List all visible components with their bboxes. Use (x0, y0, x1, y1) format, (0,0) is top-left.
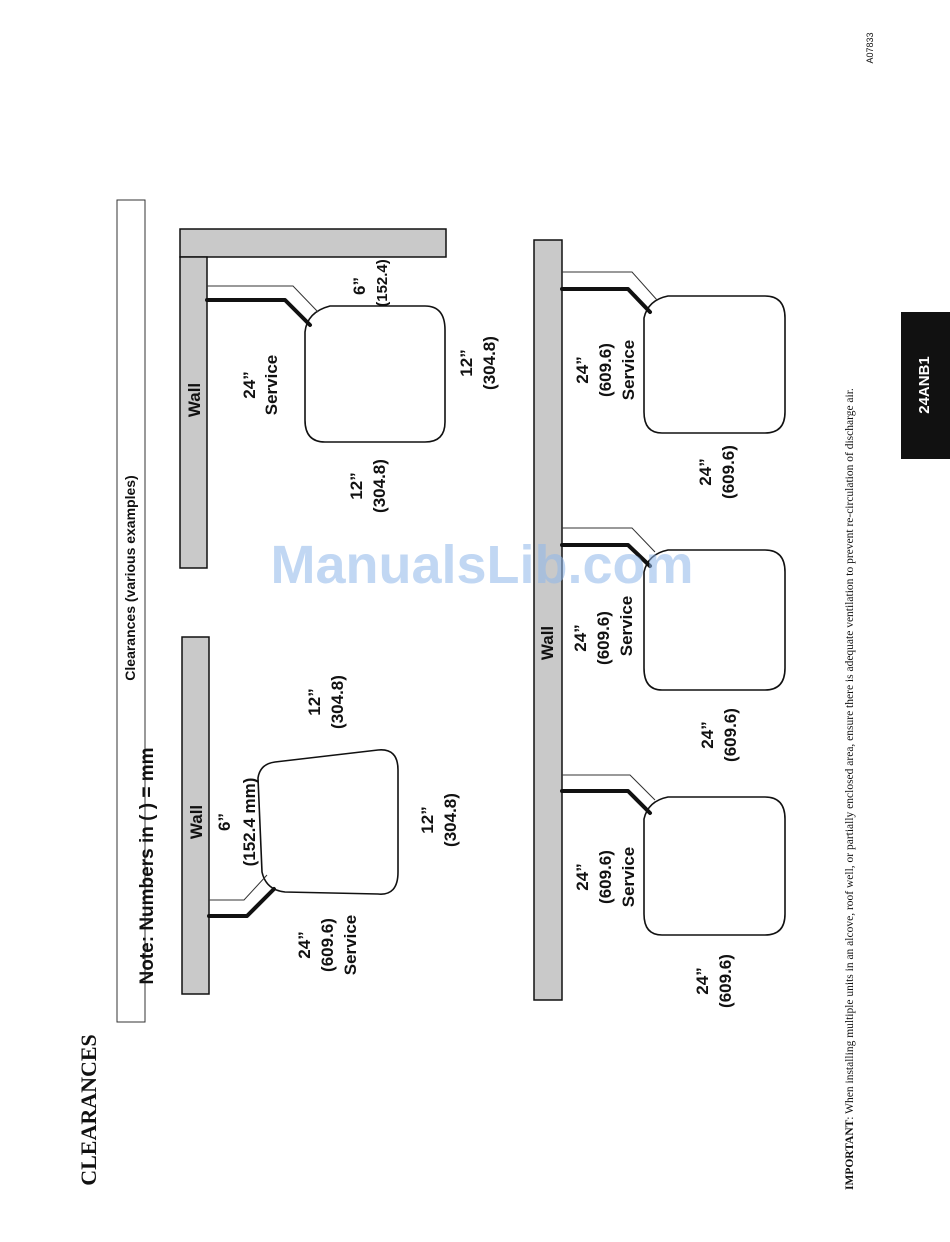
label-b-corner-1: 6” (350, 277, 369, 295)
label-a-bottom-1: 12” (418, 806, 437, 834)
example-c (534, 240, 785, 1008)
label-c-gap1-1: 24” (696, 458, 715, 486)
wall-b-label: Wall (185, 382, 204, 418)
label-c-gap2-2: (609.6) (721, 708, 740, 762)
label-c-end-1: 24” (693, 967, 712, 995)
pipe-c3-thin (562, 775, 655, 800)
wall-b-top (180, 229, 446, 257)
label-a-left-2: (609.6) (318, 918, 337, 972)
label-c2-3: Service (617, 595, 636, 657)
watermark: ManualsLib.com (270, 535, 694, 595)
label-c-gap2-1: 24” (698, 721, 717, 749)
wall-c (534, 240, 562, 1000)
label-a-left-3: Service (341, 914, 360, 976)
label-c-gap1-2: (609.6) (719, 445, 738, 499)
important-note (844, 388, 856, 1190)
label-c1-2: (609.6) (596, 343, 615, 397)
label-b-right-2: (304.8) (480, 336, 499, 390)
label-a-right-2: (304.8) (328, 675, 347, 729)
label-c3-1: 24” (573, 863, 592, 891)
page-title: CLEARANCES (76, 1034, 101, 1186)
wall-a-label: Wall (187, 804, 206, 840)
label-b-left-2: Service (262, 354, 281, 416)
label-c3-2: (609.6) (596, 850, 615, 904)
pipe-c3-thick (562, 791, 650, 813)
figure-id: A07833 (865, 32, 875, 64)
label-a-left-1: 24” (295, 931, 314, 959)
label-b-right-1: 12” (457, 349, 476, 377)
pipe-b-thick (207, 300, 310, 325)
pipe-a-thick (209, 889, 274, 916)
example-a (182, 637, 460, 994)
important-text: : When installing multiple units in an alcove, roof well, or partially enclosed area, ensure there is adequate ventilation to prevent re-circulation of discharge air. (844, 388, 856, 1120)
label-c2-1: 24” (571, 624, 590, 652)
pipe-c1-thick (562, 289, 650, 312)
label-c3-3: Service (619, 846, 638, 908)
label-c1-3: Service (619, 339, 638, 401)
unit-b (305, 306, 445, 442)
unit-c3 (644, 797, 785, 935)
label-a-right-1: 12” (305, 688, 324, 716)
figure-note: Note: Numbers in ( ) = mm (137, 747, 158, 985)
label-b-corner-2: (152.4) (374, 259, 391, 307)
pipe-a-thin (209, 875, 267, 900)
side-tab-label: 24ANB1 (916, 356, 933, 414)
label-a-top-1: 6” (215, 813, 234, 831)
label-b-bottom-1: 12” (347, 472, 366, 500)
example-b (180, 229, 499, 568)
label-b-bottom-2: (304.8) (370, 459, 389, 513)
label-a-top-2: (152.4 mm) (240, 777, 259, 867)
label-c-end-2: (609.6) (716, 954, 735, 1008)
label-c1-1: 24” (573, 356, 592, 384)
label-a-bottom-2: (304.8) (441, 793, 460, 847)
pipe-c1-thin (562, 272, 657, 300)
label-b-left-1: 24” (240, 371, 259, 399)
label-c2-2: (609.6) (594, 611, 613, 665)
important-label: IMPORTANT (844, 1119, 856, 1190)
unit-c1 (644, 296, 785, 433)
figure-title: Clearances (various examples) (122, 475, 138, 681)
unit-a (258, 750, 398, 894)
wall-c-label: Wall (538, 625, 557, 661)
